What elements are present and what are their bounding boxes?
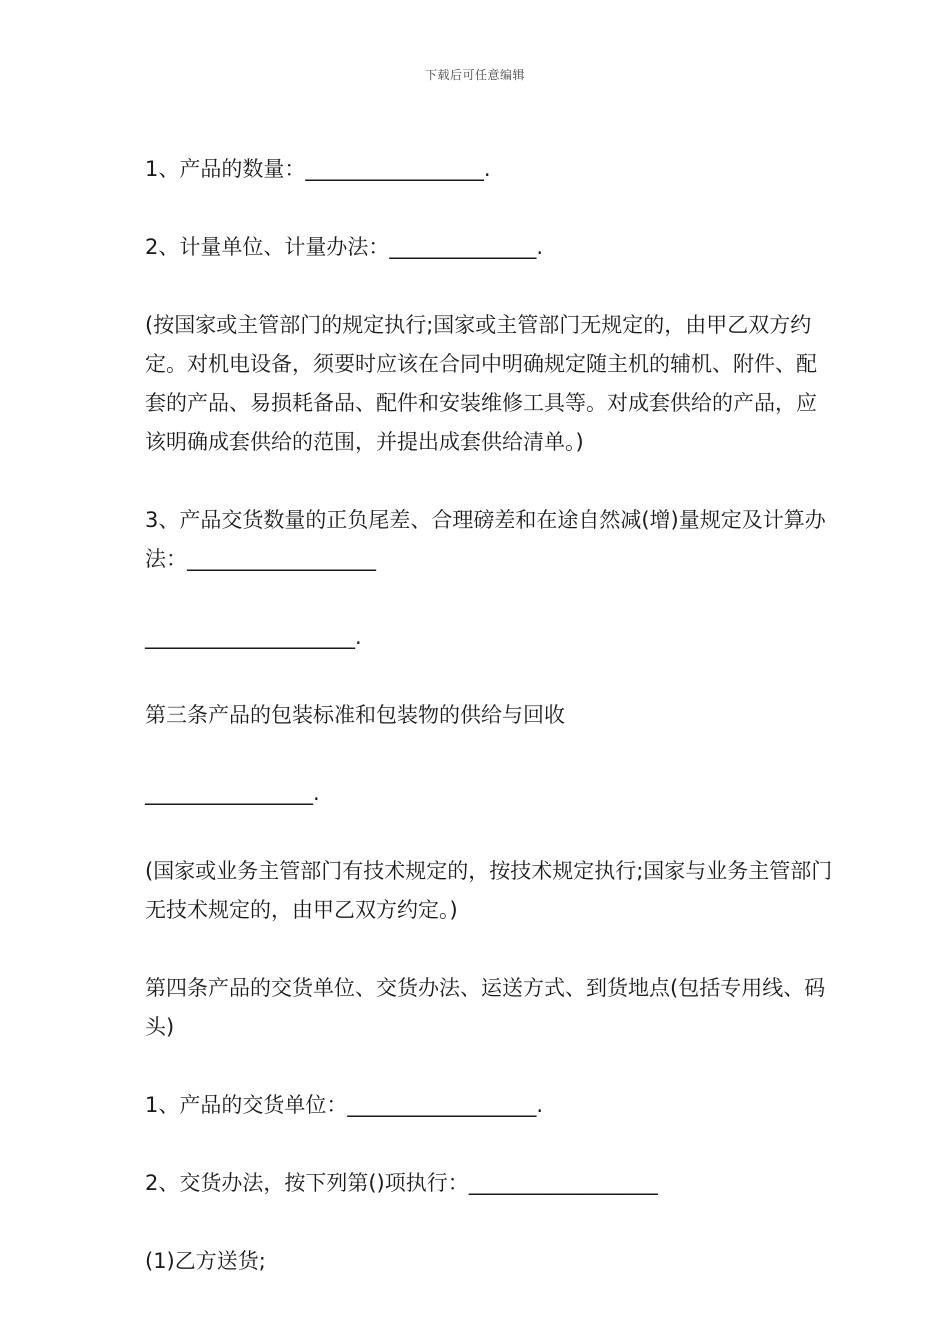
document-body — [145, 150, 835, 1320]
clause-quantity: 1、产品的数量：_________________. — [145, 157, 491, 181]
blank-line: ____________________. — [145, 625, 362, 649]
clause-measurement-unit: 2、计量单位、计量办法：______________. — [145, 235, 544, 259]
note-measurement-rules: (按国家或主管部门的规定执行;国家或主管部门无规定的，由甲乙双方约定。对机电设备，须要时应该在合同中明确规定随主机的辅机、附件、配套的产品、易损耗备品、配件和安装维修工具等。对成套供给的产品，应该明确成套供给的范围，并提出成套供给清单。) — [145, 313, 817, 454]
article-four-heading: 第四条产品的交货单位、交货办法、运送方式、到货地点(包括专用线、码头) — [145, 976, 826, 1039]
note-packaging-rules: (国家或业务主管部门有技术规定的，按技术规定执行;国家与业务主管部门无技术规定的，由甲乙双方约定。) — [145, 859, 833, 922]
article-three-heading: 第三条产品的包装标准和包装物的供给与回收 — [145, 703, 565, 727]
clause-quantity-tolerance: 3、产品交货数量的正负尾差、合理磅差和在途自然减(增)量规定及计算办法：__________________ — [145, 508, 826, 571]
blank-line: ________________. — [145, 781, 320, 805]
clause-delivery-method: 2、交货办法，按下列第()项执行：__________________ — [145, 1171, 658, 1195]
page-header: 下载后可任意编辑 — [424, 68, 525, 82]
clause-delivery-unit: 1、产品的交货单位：__________________. — [145, 1093, 544, 1117]
delivery-option-1: (1)乙方送货; — [145, 1249, 266, 1273]
